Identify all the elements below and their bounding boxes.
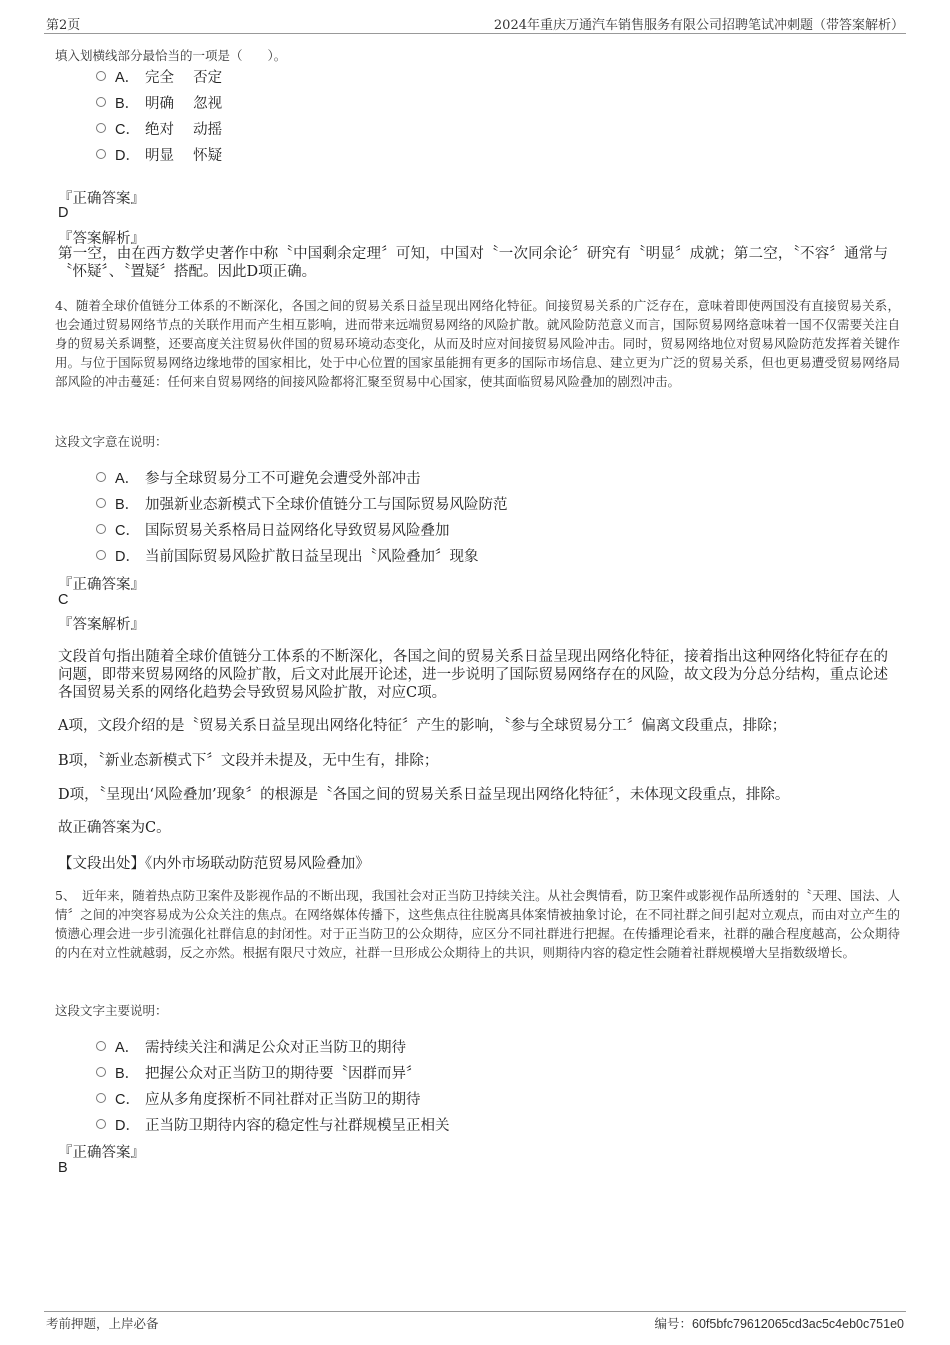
document-title: 2024年重庆万通汽车销售服务有限公司招聘笔试冲刺题（带答案解析）: [493, 18, 904, 33]
radio-icon[interactable]: [96, 550, 106, 560]
q5-option-c[interactable]: [96, 1086, 421, 1110]
option-text: 需持续关注和满足公众对正当防卫的期待: [145, 1039, 406, 1056]
radio-icon[interactable]: [96, 524, 106, 534]
radio-icon[interactable]: [96, 1093, 106, 1103]
option-key: C．: [115, 1091, 140, 1108]
q4-analysis-paragraph: D项，〝呈现出‘风险叠加’现象〞的根源是〝各国之间的贸易关系日益呈现出网络化特征〞，未体现文段重点，排除。: [58, 787, 790, 803]
q4-analysis-label: 『答案解析』: [58, 617, 145, 633]
radio-icon[interactable]: [96, 1119, 106, 1129]
header-divider: [44, 33, 906, 34]
option-key: A．: [115, 470, 140, 487]
radio-icon[interactable]: [96, 71, 106, 81]
radio-icon[interactable]: [96, 123, 106, 133]
option-text: 明显 怀疑: [145, 147, 223, 164]
q4-source: 【文段出处】《内外市场联动防范贸易风险叠加》: [58, 856, 370, 872]
q5-answer: B: [58, 1160, 68, 1176]
option-text: 应从多角度探析不同社群对正当防卫的期待: [145, 1091, 421, 1108]
option-key: D．: [115, 147, 140, 164]
q3-stem: 填入划横线部分最恰当的一项是（ ）。: [55, 48, 287, 63]
page-number: 第2页: [46, 18, 81, 33]
radio-icon[interactable]: [96, 472, 106, 482]
option-text: 明确 忽视: [145, 95, 223, 112]
footer-divider: [44, 1311, 906, 1312]
radio-icon[interactable]: [96, 97, 106, 107]
q5-option-b[interactable]: [96, 1060, 421, 1084]
radio-icon[interactable]: [96, 1041, 106, 1051]
q4-option-d[interactable]: [96, 543, 479, 567]
q4-analysis-paragraph: A项，文段介绍的是〝贸易关系日益呈现出网络化特征〞产生的影响，〝参与全球贸易分工〞偏离文段重点，排除；: [58, 718, 787, 734]
option-key: B．: [115, 95, 140, 112]
q3-answer-label: 『正确答案』: [58, 191, 145, 207]
option-text: 加强新业态新模式下全球价值链分工与国际贸易风险防范: [145, 496, 508, 513]
q5-option-d[interactable]: [96, 1112, 450, 1136]
option-text: 国际贸易关系格局日益网络化导致贸易风险叠加: [145, 522, 450, 539]
q4-option-a[interactable]: [96, 465, 421, 489]
option-text: 正当防卫期待内容的稳定性与社群规模呈正相关: [145, 1117, 450, 1134]
q4-answer: C: [58, 592, 69, 608]
option-text: 当前国际贸易风险扩散日益呈现出〝风险叠加〞现象: [145, 548, 479, 565]
q4-option-b[interactable]: [96, 491, 508, 515]
q3-option-a[interactable]: [96, 64, 222, 88]
q5-question: 这段文字主要说明：: [55, 1003, 168, 1018]
option-key: A．: [115, 69, 140, 86]
footer-code: [654, 1314, 904, 1332]
q3-option-c[interactable]: [96, 116, 222, 140]
footer-slogan: 考前押题，上岸必备: [46, 1316, 159, 1331]
q4-analysis-paragraph: 故正确答案为C。: [58, 820, 171, 836]
q5-option-a[interactable]: [96, 1034, 406, 1058]
footer-code-value: 60f5bfc79612065cd3ac5c4eb0c751e0: [692, 1317, 904, 1331]
q3-option-b[interactable]: [96, 90, 222, 114]
radio-icon[interactable]: [96, 1067, 106, 1077]
q4-option-c[interactable]: [96, 517, 450, 541]
q5-answer-label: 『正确答案』: [58, 1145, 145, 1161]
option-key: D．: [115, 1117, 140, 1134]
footer-code-label: 编号：: [654, 1316, 692, 1331]
option-text: 把握公众对正当防卫的期待要〝因群而异〞: [145, 1065, 421, 1082]
q4-stem: 4、随着全球价值链分工体系的不断深化，各国之间的贸易关系日益呈现出网络化特征。间接贸易关系的广泛存在，意味着即使两国没有直接贸易关系，也会通过贸易网络节点的关联作用而产生相互影响，进而带来远端贸易网络的风险扩散。就风险防范意义而言，国际贸易网络意味着一国不仅需要关注自身的贸易关系调整，还要高度关注贸易伙伴国的贸易环境动态变化，从而及时应对间接贸易风险冲击。同时，贸易网络地位对贸易风险防范发挥着关键作用。与位于国际贸易网络边缘地带的国家相比，处于中心位置的国家虽能拥有更多的国际市场信息、建立更为广泛的贸易关系，但也更易遭受贸易网络局部风险的冲击蔓延：任何来自贸易网络的间接风险都将汇聚至贸易中心国家，使其面临贸易风险叠加的剧烈冲击。: [55, 298, 900, 389]
option-text: 绝对 动摇: [145, 121, 223, 138]
option-key: B．: [115, 496, 140, 513]
option-key: C．: [115, 522, 140, 539]
q3-option-d[interactable]: [96, 142, 222, 166]
option-text: 参与全球贸易分工不可避免会遭受外部冲击: [145, 470, 421, 487]
radio-icon[interactable]: [96, 498, 106, 508]
q5-stem: 5、 近年来，随着热点防卫案件及影视作品的不断出现，我国社会对正当防卫持续关注。从社会舆情看，防卫案件或影视作品所透射的〝天理、国法、人情〞之间的冲突容易成为公众关注的焦点。在网络媒体传播下，这些焦点往往脱离具体案情被抽象讨论，在不同社群之间引起对立观点，而由对立产生的愤懑心理会进一步引流强化社群信息的封闭性。对于正当防卫的公众期待，应区分不同社群进行把握。在传播理论看来，社群的融合程度越高，公众期待的内在对立性就越弱，反之亦然。根据有限尺寸效应，社群一旦形成公众期待上的共识，则期待内容的稳定性会随着社群规模增大呈指数级增长。: [55, 888, 900, 960]
option-key: D．: [115, 548, 140, 565]
option-key: A．: [115, 1039, 140, 1056]
option-key: B．: [115, 1065, 140, 1082]
q4-answer-label: 『正确答案』: [58, 577, 145, 593]
radio-icon[interactable]: [96, 149, 106, 159]
q3-analysis: 第一空，由在西方数学史著作中称〝中国剩余定理〞可知，中国对〝一次同余论〞研究有〝明显〞成就；第二空，〝不容〞通常与〝怀疑〞、〝置疑〞搭配。因此D项正确。: [58, 246, 888, 280]
q3-analysis-label: 『答案解析』: [58, 231, 145, 247]
q3-answer: D: [58, 205, 69, 221]
q4-analysis-paragraph: B项，〝新业态新模式下〞文段并未提及，无中生有，排除；: [58, 753, 439, 769]
q4-analysis-paragraph: 文段首句指出随着全球价值链分工体系的不断深化，各国之间的贸易关系日益呈现出网络化特征，接着指出这种网络化特征存在的问题，即带来贸易网络的风险扩散，后文对此展开论述，进一步说明了国际贸易网络存在的风险，故文段为分总分结构，重点论述各国贸易关系的网络化趋势会导致贸易风险扩散，对应C项。: [58, 649, 888, 701]
option-text: 完全 否定: [145, 69, 223, 86]
option-key: C．: [115, 121, 140, 138]
q4-question: 这段文字意在说明：: [55, 434, 168, 449]
